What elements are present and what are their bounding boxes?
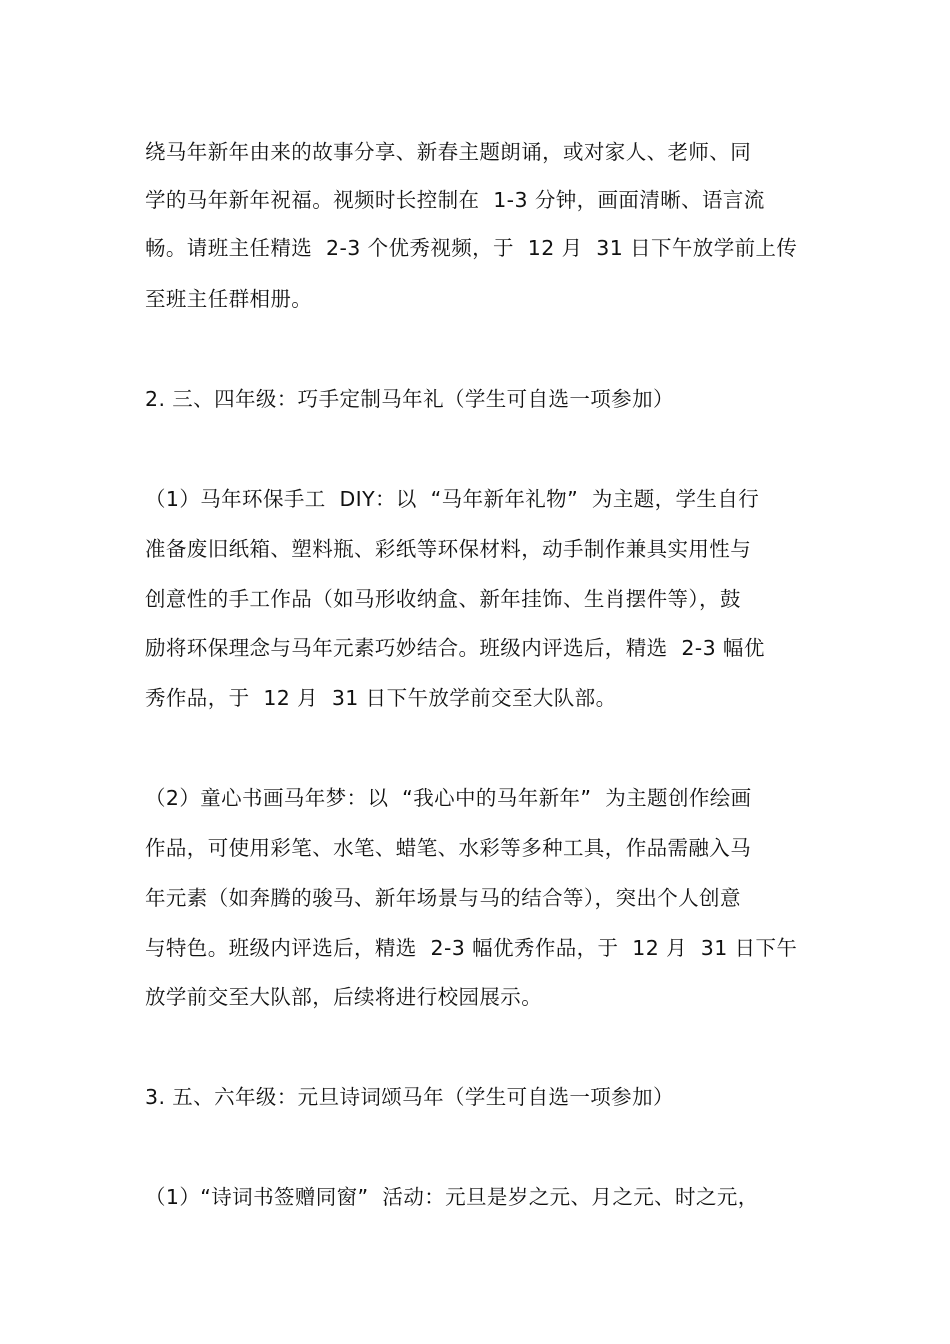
text-line: 学的马年新年祝福。视频时长控制在 1-3 分钟，画面清晰、语言流 — [145, 188, 765, 212]
text-line: 作品，可使用彩笔、水笔、蜡笔、水彩等多种工具，作品需融入马 — [145, 836, 752, 860]
text-line: 创意性的手工作品（如马形收纳盒、新年挂饰、生肖摆件等），鼓 — [145, 587, 741, 611]
text-line: 放学前交至大队部，后续将进行校园展示。 — [145, 985, 543, 1009]
section-heading: 2. 三、四年级：巧手定制马年礼（学生可自选一项参加） — [145, 387, 674, 411]
text-line: 励将环保理念与马年元素巧妙结合。班级内评选后，精选 2-3 幅优 — [145, 636, 765, 660]
text-line: （1）“诗词书签赠同窗” 活动：元旦是岁之元、月之元、时之元， — [145, 1185, 759, 1209]
text-line: （1）马年环保手工 DIY：以 “马年新年礼物” 为主题，学生自行 — [145, 487, 760, 511]
text-line: （2）童心书画马年梦：以 “我心中的马年新年” 为主题创作绘画 — [145, 786, 752, 810]
text-line: 年元素（如奔腾的骏马、新年场景与马的结合等），突出个人创意 — [145, 886, 741, 910]
text-line: 与特色。班级内评选后，精选 2-3 幅优秀作品，于 12 月 31 日下午 — [145, 936, 798, 960]
text-line: 畅。请班主任精选 2-3 个优秀视频，于 12 月 31 日下午放学前上传 — [145, 236, 798, 260]
text-line: 秀作品，于 12 月 31 日下午放学前交至大队部。 — [145, 686, 617, 710]
text-line: 至班主任群相册。 — [145, 287, 313, 311]
section-heading: 3. 五、六年级：元旦诗词颂马年（学生可自选一项参加） — [145, 1085, 674, 1109]
text-line: 绕马年新年由来的故事分享、新春主题朗诵，或对家人、老师、同 — [145, 140, 752, 164]
text-line: 准备废旧纸箱、塑料瓶、彩纸等环保材料，动手制作兼具实用性与 — [145, 537, 752, 561]
